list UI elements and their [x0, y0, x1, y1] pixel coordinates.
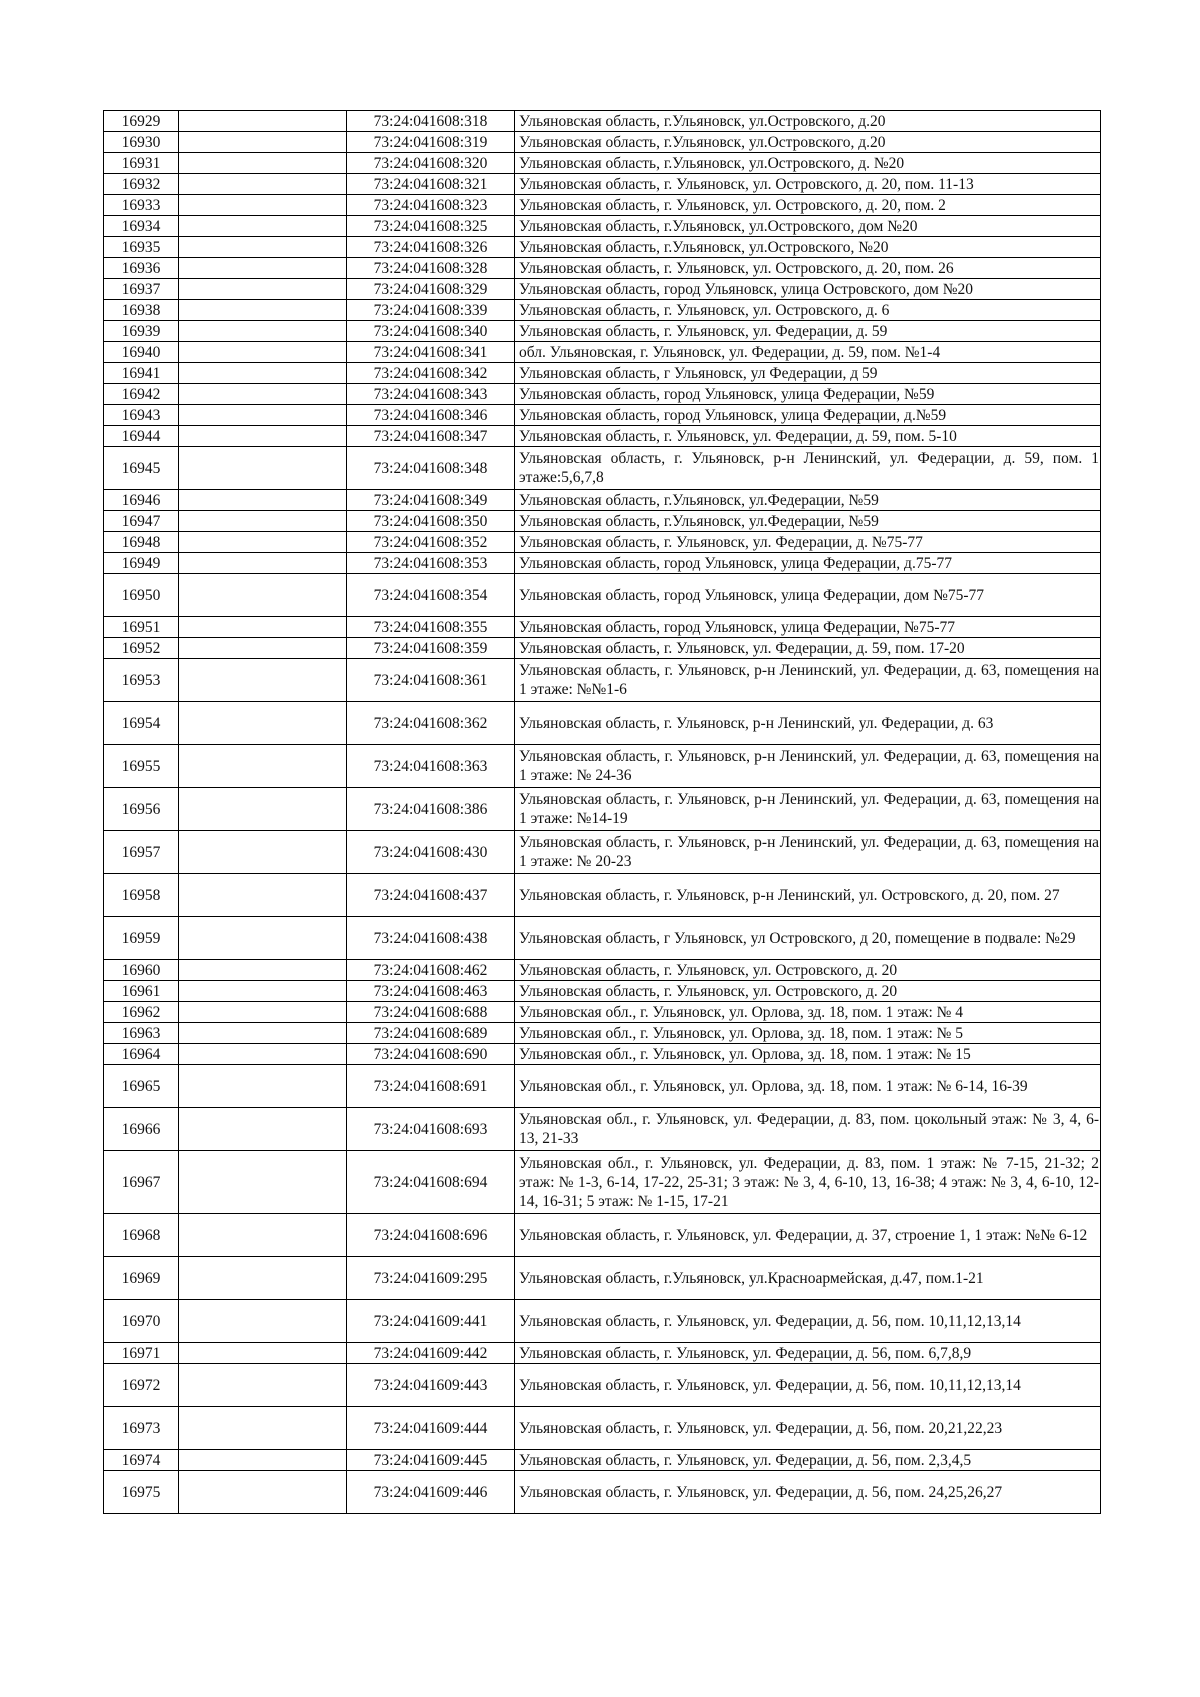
- cadastral-number-cell: 73:24:041608:354: [347, 574, 515, 617]
- address-cell: Ульяновская область, г. Ульяновск, ул. Федерации, д. 59, пом. 5-10: [515, 426, 1101, 447]
- row-number-cell: 16946: [104, 490, 179, 511]
- row-number-cell: 16972: [104, 1364, 179, 1407]
- address-cell: Ульяновская область, г. Ульяновск, ул. Островского, д. 6: [515, 300, 1101, 321]
- empty-cell: [179, 405, 347, 426]
- table-row: [104, 111, 1101, 132]
- cadastral-number-cell: 73:24:041608:318: [347, 111, 515, 132]
- address-cell: Ульяновская обл., г. Ульяновск, ул. Орлова, зд. 18, пом. 1 этаж: № 6-14, 16-39: [515, 1065, 1101, 1108]
- row-number-cell: 16943: [104, 405, 179, 426]
- address-cell: Ульяновская область, г.Ульяновск, ул.Островского, д.20: [515, 132, 1101, 153]
- table-row: [104, 553, 1101, 574]
- address-cell: Ульяновская область, г.Ульяновск, ул.Островского, д.20: [515, 111, 1101, 132]
- cadastral-number-cell: 73:24:041608:319: [347, 132, 515, 153]
- table-row: [104, 617, 1101, 638]
- table-row: [104, 917, 1101, 960]
- table-row: [104, 1407, 1101, 1450]
- row-number-cell: 16934: [104, 216, 179, 237]
- address-cell: Ульяновская обл., г. Ульяновск, ул. Федерации, д. 83, пом. цокольный этаж: № 3, 4, 6-13, 21-33: [515, 1108, 1101, 1151]
- row-number-cell: 16971: [104, 1343, 179, 1364]
- address-cell: Ульяновская область, г. Ульяновск, ул. Федерации, д. 37, строение 1, 1 этаж: №№ 6-12: [515, 1214, 1101, 1257]
- cadastral-number-cell: 73:24:041608:359: [347, 638, 515, 659]
- cadastral-number-cell: 73:24:041608:353: [347, 553, 515, 574]
- table-row: [104, 405, 1101, 426]
- table-row: [104, 195, 1101, 216]
- row-number-cell: 16962: [104, 1002, 179, 1023]
- row-number-cell: 16952: [104, 638, 179, 659]
- cadastral-number-cell: 73:24:041608:349: [347, 490, 515, 511]
- cadastral-number-cell: 73:24:041608:688: [347, 1002, 515, 1023]
- table-row: [104, 384, 1101, 405]
- cadastral-number-cell: 73:24:041608:386: [347, 788, 515, 831]
- row-number-cell: 16960: [104, 960, 179, 981]
- table-row: [104, 1108, 1101, 1151]
- row-number-cell: 16956: [104, 788, 179, 831]
- address-cell: Ульяновская область, г. Ульяновск, р-н Ленинский, ул. Федерации, д. 63, помещения на 1 этаже: №14-19: [515, 788, 1101, 831]
- address-cell: Ульяновская область, г. Ульяновск, р-н Ленинский, ул. Федерации, д. 63, помещения на 1 этаже: №№1-6: [515, 659, 1101, 702]
- cadastral-number-cell: 73:24:041608:430: [347, 831, 515, 874]
- empty-cell: [179, 153, 347, 174]
- row-number-cell: 16968: [104, 1214, 179, 1257]
- address-cell: Ульяновская область, г.Ульяновск, ул.Федерации, №59: [515, 511, 1101, 532]
- empty-cell: [179, 237, 347, 258]
- row-number-cell: 16969: [104, 1257, 179, 1300]
- empty-cell: [179, 553, 347, 574]
- address-cell: Ульяновская область, г. Ульяновск, р-н Ленинский, ул. Федерации, д. 63, помещения на 1 этаже: № 24-36: [515, 745, 1101, 788]
- address-cell: Ульяновская область, город Ульяновск, улица Федерации, №75-77: [515, 617, 1101, 638]
- address-cell: Ульяновская область, г. Ульяновск, ул. Федерации, д. 56, пом. 10,11,12,13,14: [515, 1364, 1101, 1407]
- cadastral-number-cell: 73:24:041608:462: [347, 960, 515, 981]
- row-number-cell: 16951: [104, 617, 179, 638]
- address-cell: Ульяновская область, г. Ульяновск, ул. Федерации, д. 59: [515, 321, 1101, 342]
- row-number-cell: 16948: [104, 532, 179, 553]
- empty-cell: [179, 1023, 347, 1044]
- row-number-cell: 16932: [104, 174, 179, 195]
- cadastral-number-cell: 73:24:041608:342: [347, 363, 515, 384]
- table-row: [104, 1044, 1101, 1065]
- cadastral-number-cell: 73:24:041608:326: [347, 237, 515, 258]
- empty-cell: [179, 447, 347, 490]
- address-cell: Ульяновская область, г. Ульяновск, ул. Островского, д. 20, пом. 26: [515, 258, 1101, 279]
- address-cell: Ульяновская область, г. Ульяновск, ул. Островского, д. 20: [515, 960, 1101, 981]
- address-cell: Ульяновская область, г. Ульяновск, ул. Федерации, д. 56, пом. 6,7,8,9: [515, 1343, 1101, 1364]
- cadastral-number-cell: 73:24:041609:445: [347, 1450, 515, 1471]
- address-cell: Ульяновская область, г. Ульяновск, ул. Федерации, д. 56, пом. 20,21,22,23: [515, 1407, 1101, 1450]
- table-row: [104, 426, 1101, 447]
- row-number-cell: 16939: [104, 321, 179, 342]
- row-number-cell: 16959: [104, 917, 179, 960]
- cadastral-number-cell: 73:24:041608:352: [347, 532, 515, 553]
- row-number-cell: 16973: [104, 1407, 179, 1450]
- cadastral-number-cell: 73:24:041608:340: [347, 321, 515, 342]
- table-row: [104, 153, 1101, 174]
- row-number-cell: 16933: [104, 195, 179, 216]
- address-cell: Ульяновская область, г.Ульяновск, ул.Островского, дом №20: [515, 216, 1101, 237]
- row-number-cell: 16941: [104, 363, 179, 384]
- cadastral-number-cell: 73:24:041608:350: [347, 511, 515, 532]
- table-row: [104, 874, 1101, 917]
- row-number-cell: 16931: [104, 153, 179, 174]
- cadastral-number-cell: 73:24:041608:341: [347, 342, 515, 363]
- table-row: [104, 981, 1101, 1002]
- empty-cell: [179, 132, 347, 153]
- address-cell: Ульяновская область, г. Ульяновск, ул. Федерации, д. 56, пом. 2,3,4,5: [515, 1450, 1101, 1471]
- empty-cell: [179, 1044, 347, 1065]
- empty-cell: [179, 574, 347, 617]
- cadastral-number-cell: 73:24:041608:690: [347, 1044, 515, 1065]
- empty-cell: [179, 981, 347, 1002]
- cadastral-number-cell: 73:24:041609:443: [347, 1364, 515, 1407]
- table-row: [104, 342, 1101, 363]
- row-number-cell: 16966: [104, 1108, 179, 1151]
- empty-cell: [179, 1471, 347, 1514]
- address-cell: Ульяновская область, г Ульяновск, ул Островского, д 20, помещение в подвале: №29: [515, 917, 1101, 960]
- empty-cell: [179, 111, 347, 132]
- cadastral-number-cell: 73:24:041608:691: [347, 1065, 515, 1108]
- address-cell: Ульяновская область, г. Ульяновск, р-н Ленинский, ул. Федерации, д. 63: [515, 702, 1101, 745]
- cadastral-number-cell: 73:24:041608:343: [347, 384, 515, 405]
- row-number-cell: 16947: [104, 511, 179, 532]
- empty-cell: [179, 195, 347, 216]
- address-cell: обл. Ульяновская, г. Ульяновск, ул. Федерации, д. 59, пом. №1-4: [515, 342, 1101, 363]
- empty-cell: [179, 788, 347, 831]
- empty-cell: [179, 1257, 347, 1300]
- address-cell: Ульяновская область, город Ульяновск, улица Федерации, дом №75-77: [515, 574, 1101, 617]
- empty-cell: [179, 1002, 347, 1023]
- table-row: [104, 1257, 1101, 1300]
- cadastral-number-cell: 73:24:041608:696: [347, 1214, 515, 1257]
- address-cell: Ульяновская область, г. Ульяновск, ул. Федерации, д. 56, пом. 10,11,12,13,14: [515, 1300, 1101, 1343]
- register-table: [103, 110, 1101, 1514]
- cadastral-number-cell: 73:24:041608:463: [347, 981, 515, 1002]
- address-cell: Ульяновская область, г. Ульяновск, р-н Ленинский, ул. Островского, д. 20, пом. 27: [515, 874, 1101, 917]
- row-number-cell: 16958: [104, 874, 179, 917]
- cadastral-number-cell: 73:24:041608:325: [347, 216, 515, 237]
- table-row: [104, 258, 1101, 279]
- cadastral-number-cell: 73:24:041608:346: [347, 405, 515, 426]
- empty-cell: [179, 1343, 347, 1364]
- address-cell: Ульяновская область, г.Ульяновск, ул.Федерации, №59: [515, 490, 1101, 511]
- empty-cell: [179, 1450, 347, 1471]
- empty-cell: [179, 258, 347, 279]
- table-row: [104, 447, 1101, 490]
- cadastral-number-cell: 73:24:041608:329: [347, 279, 515, 300]
- address-cell: Ульяновская область, г Ульяновск, ул Федерации, д 59: [515, 363, 1101, 384]
- row-number-cell: 16967: [104, 1151, 179, 1214]
- empty-cell: [179, 1300, 347, 1343]
- empty-cell: [179, 490, 347, 511]
- empty-cell: [179, 342, 347, 363]
- row-number-cell: 16929: [104, 111, 179, 132]
- cadastral-number-cell: 73:24:041608:355: [347, 617, 515, 638]
- address-cell: Ульяновская обл., г. Ульяновск, ул. Орлова, зд. 18, пом. 1 этаж: № 15: [515, 1044, 1101, 1065]
- empty-cell: [179, 174, 347, 195]
- cadastral-number-cell: 73:24:041608:689: [347, 1023, 515, 1044]
- empty-cell: [179, 1407, 347, 1450]
- table-row: [104, 300, 1101, 321]
- empty-cell: [179, 1364, 347, 1407]
- empty-cell: [179, 384, 347, 405]
- table-row: [104, 363, 1101, 384]
- cadastral-number-cell: 73:24:041609:446: [347, 1471, 515, 1514]
- empty-cell: [179, 659, 347, 702]
- row-number-cell: 16940: [104, 342, 179, 363]
- cadastral-number-cell: 73:24:041608:437: [347, 874, 515, 917]
- row-number-cell: 16945: [104, 447, 179, 490]
- empty-cell: [179, 300, 347, 321]
- row-number-cell: 16963: [104, 1023, 179, 1044]
- row-number-cell: 16938: [104, 300, 179, 321]
- table-row: [104, 174, 1101, 195]
- table-row: [104, 831, 1101, 874]
- address-cell: Ульяновская область, г.Ульяновск, ул.Красноармейская, д.47, пом.1-21: [515, 1257, 1101, 1300]
- cadastral-number-cell: 73:24:041608:339: [347, 300, 515, 321]
- address-cell: Ульяновская область, г.Ульяновск, ул.Островского, д. №20: [515, 153, 1101, 174]
- cadastral-number-cell: 73:24:041608:348: [347, 447, 515, 490]
- empty-cell: [179, 321, 347, 342]
- address-cell: Ульяновская область, г. Ульяновск, р-н Ленинский, ул. Федерации, д. 63, помещения на 1 этаже: № 20-23: [515, 831, 1101, 874]
- cadastral-number-cell: 73:24:041608:693: [347, 1108, 515, 1151]
- row-number-cell: 16970: [104, 1300, 179, 1343]
- empty-cell: [179, 745, 347, 788]
- row-number-cell: 16975: [104, 1471, 179, 1514]
- cadastral-number-cell: 73:24:041608:694: [347, 1151, 515, 1214]
- table-row: [104, 1471, 1101, 1514]
- empty-cell: [179, 1151, 347, 1214]
- address-cell: Ульяновская область, город Ульяновск, улица Федерации, №59: [515, 384, 1101, 405]
- address-cell: Ульяновская область, город Ульяновск, улица Федерации, д.№59: [515, 405, 1101, 426]
- empty-cell: [179, 1214, 347, 1257]
- table-row: [104, 237, 1101, 258]
- table-row: [104, 1214, 1101, 1257]
- table-row: [104, 1450, 1101, 1471]
- table-row: [104, 321, 1101, 342]
- cadastral-number-cell: 73:24:041608:323: [347, 195, 515, 216]
- address-cell: Ульяновская область, г. Ульяновск, ул. Федерации, д. 59, пом. 17-20: [515, 638, 1101, 659]
- address-cell: Ульяновская область, г. Ульяновск, ул. Островского, д. 20: [515, 981, 1101, 1002]
- table-row: [104, 279, 1101, 300]
- table-row: [104, 1151, 1101, 1214]
- table-row: [104, 788, 1101, 831]
- cadastral-number-cell: 73:24:041608:362: [347, 702, 515, 745]
- table-row: [104, 1300, 1101, 1343]
- table-row: [104, 1023, 1101, 1044]
- empty-cell: [179, 1108, 347, 1151]
- empty-cell: [179, 702, 347, 745]
- row-number-cell: 16944: [104, 426, 179, 447]
- empty-cell: [179, 216, 347, 237]
- cadastral-number-cell: 73:24:041609:295: [347, 1257, 515, 1300]
- table-row: [104, 1343, 1101, 1364]
- empty-cell: [179, 617, 347, 638]
- row-number-cell: 16942: [104, 384, 179, 405]
- row-number-cell: 16961: [104, 981, 179, 1002]
- empty-cell: [179, 638, 347, 659]
- address-cell: Ульяновская область, г.Ульяновск, ул.Островского, №20: [515, 237, 1101, 258]
- table-row: [104, 960, 1101, 981]
- cadastral-number-cell: 73:24:041608:438: [347, 917, 515, 960]
- row-number-cell: 16974: [104, 1450, 179, 1471]
- address-cell: Ульяновская область, город Ульяновск, улица Федерации, д.75-77: [515, 553, 1101, 574]
- address-cell: Ульяновская обл., г. Ульяновск, ул. Орлова, зд. 18, пом. 1 этаж: № 4: [515, 1002, 1101, 1023]
- row-number-cell: 16930: [104, 132, 179, 153]
- address-cell: Ульяновская обл., г. Ульяновск, ул. Федерации, д. 83, пом. 1 этаж: № 7-15, 21-32; 2 этаж: № 1-3, 6-14, 17-22, 25-31; 3 этаж: № 3, 4, 6-10, 13, 16-38; 4 этаж: № 3, 4, 6-10, 12-14, 16-31; 5 этаж: № 1-15, 17-21: [515, 1151, 1101, 1214]
- row-number-cell: 16953: [104, 659, 179, 702]
- table-row: [104, 745, 1101, 788]
- table-row: [104, 574, 1101, 617]
- table-row: [104, 659, 1101, 702]
- address-cell: Ульяновская область, город Ульяновск, улица Островского, дом №20: [515, 279, 1101, 300]
- cadastral-number-cell: 73:24:041609:444: [347, 1407, 515, 1450]
- row-number-cell: 16937: [104, 279, 179, 300]
- row-number-cell: 16957: [104, 831, 179, 874]
- cadastral-number-cell: 73:24:041608:321: [347, 174, 515, 195]
- table-row: [104, 1364, 1101, 1407]
- table-row: [104, 132, 1101, 153]
- cadastral-number-cell: 73:24:041608:347: [347, 426, 515, 447]
- row-number-cell: 16954: [104, 702, 179, 745]
- table-row: [104, 1065, 1101, 1108]
- cadastral-number-cell: 73:24:041609:441: [347, 1300, 515, 1343]
- row-number-cell: 16964: [104, 1044, 179, 1065]
- cadastral-number-cell: 73:24:041608:363: [347, 745, 515, 788]
- empty-cell: [179, 831, 347, 874]
- address-cell: Ульяновская область, г. Ульяновск, ул. Федерации, д. 56, пом. 24,25,26,27: [515, 1471, 1101, 1514]
- empty-cell: [179, 426, 347, 447]
- register-table-body: [104, 111, 1101, 1514]
- empty-cell: [179, 917, 347, 960]
- row-number-cell: 16949: [104, 553, 179, 574]
- empty-cell: [179, 1065, 347, 1108]
- empty-cell: [179, 279, 347, 300]
- table-row: [104, 702, 1101, 745]
- table-row: [104, 216, 1101, 237]
- empty-cell: [179, 511, 347, 532]
- empty-cell: [179, 363, 347, 384]
- empty-cell: [179, 874, 347, 917]
- address-cell: Ульяновская область, г. Ульяновск, ул. Островского, д. 20, пом. 2: [515, 195, 1101, 216]
- table-row: [104, 490, 1101, 511]
- row-number-cell: 16955: [104, 745, 179, 788]
- cadastral-number-cell: 73:24:041609:442: [347, 1343, 515, 1364]
- address-cell: Ульяновская обл., г. Ульяновск, ул. Орлова, зд. 18, пом. 1 этаж: № 5: [515, 1023, 1101, 1044]
- row-number-cell: 16965: [104, 1065, 179, 1108]
- row-number-cell: 16935: [104, 237, 179, 258]
- row-number-cell: 16936: [104, 258, 179, 279]
- address-cell: Ульяновская область, г. Ульяновск, р-н Ленинский, ул. Федерации, д. 59, пом. 1 этаже:5,6,7,8: [515, 447, 1101, 490]
- cadastral-number-cell: 73:24:041608:320: [347, 153, 515, 174]
- address-cell: Ульяновская область, г. Ульяновск, ул. Островского, д. 20, пом. 11-13: [515, 174, 1101, 195]
- row-number-cell: 16950: [104, 574, 179, 617]
- cadastral-number-cell: 73:24:041608:328: [347, 258, 515, 279]
- empty-cell: [179, 532, 347, 553]
- address-cell: Ульяновская область, г. Ульяновск, ул. Федерации, д. №75-77: [515, 532, 1101, 553]
- table-row: [104, 511, 1101, 532]
- table-row: [104, 532, 1101, 553]
- table-row: [104, 1002, 1101, 1023]
- empty-cell: [179, 960, 347, 981]
- cadastral-number-cell: 73:24:041608:361: [347, 659, 515, 702]
- table-row: [104, 638, 1101, 659]
